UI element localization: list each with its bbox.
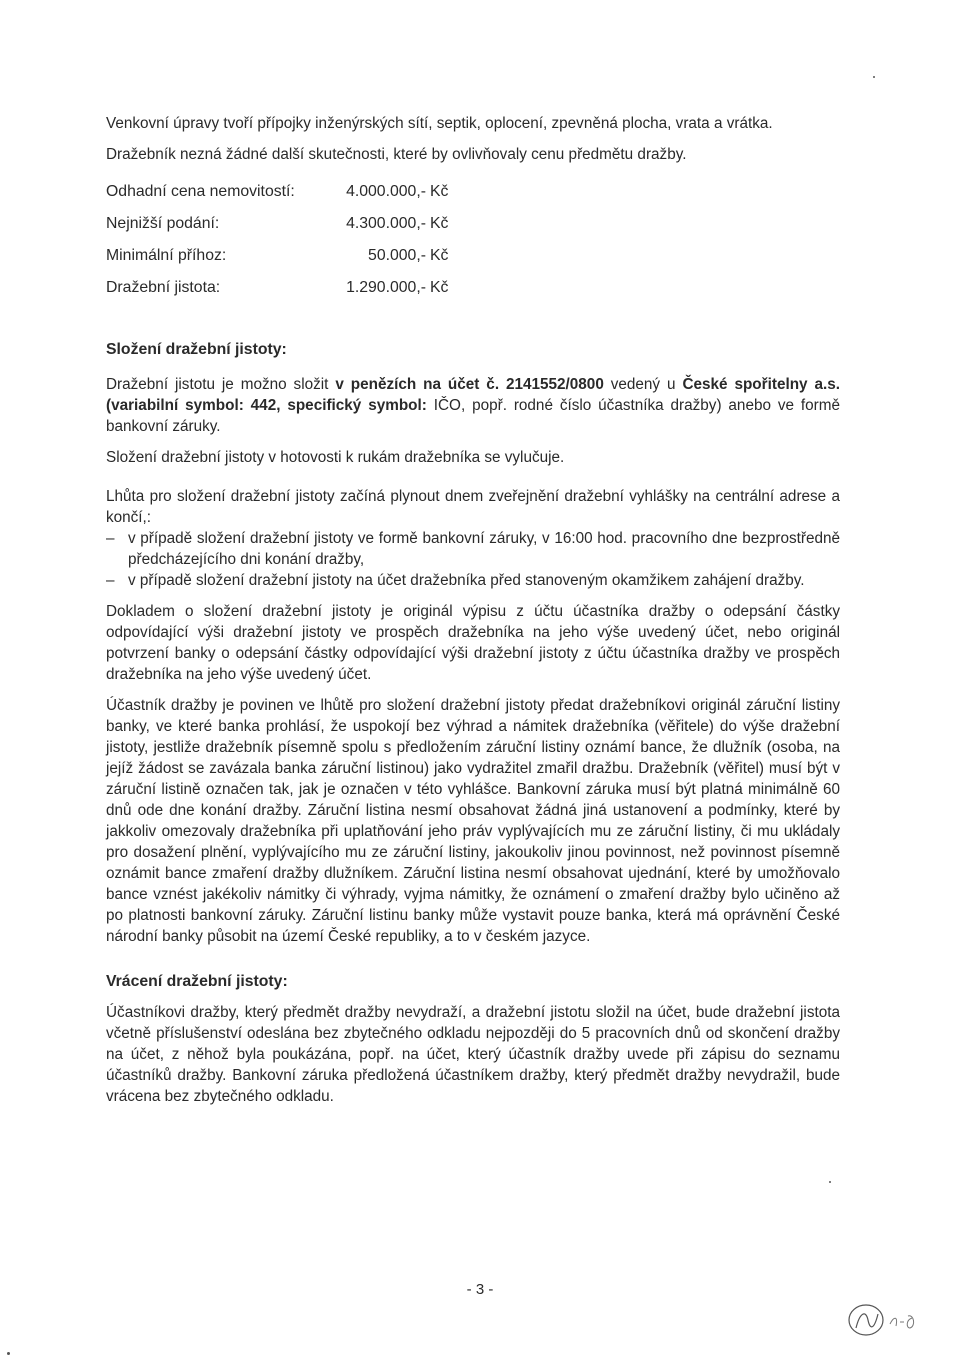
price-row-odhadni-cena [106,175,840,207]
price-value: 4.300.000,- [346,214,426,232]
price-currency: Kč [430,246,449,264]
text-run: IČO, popř. rodné číslo účastníka dražby) anebo ve formě bankovní záruky. [106,397,840,435]
scan-speck [873,76,875,78]
list-item: – v případě složení dražební jistoty na účet dražebníka před stanoveným okamžikem zahájení dražby. [106,570,840,591]
section-heading-vraceni: Vrácení dražební jistoty: [106,973,288,990]
intro-paragraph-2: Dražebník nezná žádné další skutečnosti, které by ovlivňovaly cenu předmětu dražby. [106,146,687,163]
text-run: vedený u [603,376,683,393]
slozeni-paragraph-2: Složení dražební jistoty v hotovosti k rukám dražebníka se vylučuje. [106,449,565,466]
price-row-nejnizsi-podani [106,207,840,239]
price-label: Minimální příhoz: [106,246,227,264]
section-heading-slozeni: Složení dražební jistoty: [106,341,287,358]
slozeni-paragraph-1 [106,374,840,437]
price-currency: Kč [430,278,449,296]
price-value: 4.000.000,- [346,182,426,200]
scan-speck [7,1352,10,1355]
slozeni-paragraph-5: Účastník dražby je povinen ve lhůtě pro složení dražební jistoty předat dražebníkovi originál záruční listiny banky, ve které banka prohlásí, že uspokojí bez výhrad a námitek dražebníka (věřitele) do výše dražební jistoty, jestliže dražebník písemně spolu s předložením záruční listiny oznámí bance, že dlužník (osoba, na jejíž žádost se zavázala banka záruční listinou) jako vydražitel zmařil dražbu. Dražebník (věřitel) musí být v záruční listině označen tak, jak je označen v této vyhlášce. Bankovní záruka musí být platná minimálně 60 dnů ode dne konání dražby. Záruční listina nesmí obsahovat žádná jiná ustanovení a podmínky, které by jakkoliv omezovaly dražebníka při uplatňování jeho práv vyplývajících mu ze záruční listiny, či mu ukládaly pro dosažení plnění, vyplývajícího mu ze záruční listiny, jakoukoliv jinou povinnost, než povinnost písemně oznámit bance zmaření dražby dlužníkem. Záruční listina nesmí obsahovat ujednání, které by umožňovalo bance vznést jakékoliv námitky či výhrady, vyjma námitky, že oznámení o zmaření dražby bylo učiněno až po platnosti bankovní záruky. Záruční listinu banky může vystavit pouze banka, která má oprávnění České národní banky působit na území České republiky, a to v českém jazyce. [106,697,840,945]
price-label: Odhadní cena nemovitostí: [106,182,295,200]
slozeni-paragraph-4: Dokladem o složení dražební jistoty je originál výpisu z účtu účastníka dražby o odepsání částky odpovídající výši dražební jistoty ve prospěch dražebníka na jeho výše uvedený účet, nebo originál potvrzení banky o odepsání částky odpovídající výši dražební jistoty z účtu účastníka dražby ve prospěch dražebníka na jeho výše uvedený účet. [106,603,840,683]
bank-account-text: v penězích na účet č. 2141552/0800 [335,376,604,393]
price-row-drazebni-jistota [106,271,840,303]
vraceni-paragraph-1: Účastníkovi dražby, který předmět dražby nevydraží, a dražební jistotu složil na účet, bude dražební jistota včetně příslušenství odeslána bez zbytečného odkladu nejpozději do 5 pracovních dnů od skončení dražby na účet, z něhož byla poukázána, popř. na účet, který účastník dražby uvede při zápisu do seznamu účastníků dražby. Bankovní záruka předložená účastníkem dražby, který předmět dražby nevydražil, bude vrácena bez zbytečného odkladu. [106,1004,840,1105]
price-label: Dražební jistota: [106,278,221,296]
price-summary [106,175,840,303]
price-currency: Kč [430,182,449,200]
list-item: – v případě složení dražební jistoty ve formě bankovní záruky, v 16:00 hod. pracovního dne bezprostředně předcházejícího dni konání dražby, [106,528,840,570]
bank-symbols-text: České spořitelny a.s. (variabilní symbol: 442, specifický symbol: [106,376,840,414]
price-row-minimalni-prihoz [106,239,840,271]
price-value: 1.290.000,- [346,278,426,296]
document-body [106,113,840,1107]
page-number: - 3 - [466,1281,494,1298]
price-label: Nejnižší podání: [106,214,220,232]
price-value: 50.000,- [368,246,426,264]
price-currency: Kč [430,214,449,232]
intro-paragraph-1: Venkovní úpravy tvoří přípojky inženýrských sítí, septik, oplocení, zpevněná plocha, vrata a vrátka. [106,115,773,132]
scan-speck [829,1181,831,1183]
handwritten-initials-mark [840,1300,940,1340]
text-run: Dražební jistotu je možno složit [106,376,336,393]
deadline-list [106,528,840,591]
slozeni-paragraph-3: Lhůta pro složení dražební jistoty začíná plynout dnem zveřejnění dražební vyhlášky na centrální adrese a končí,: [106,488,840,526]
